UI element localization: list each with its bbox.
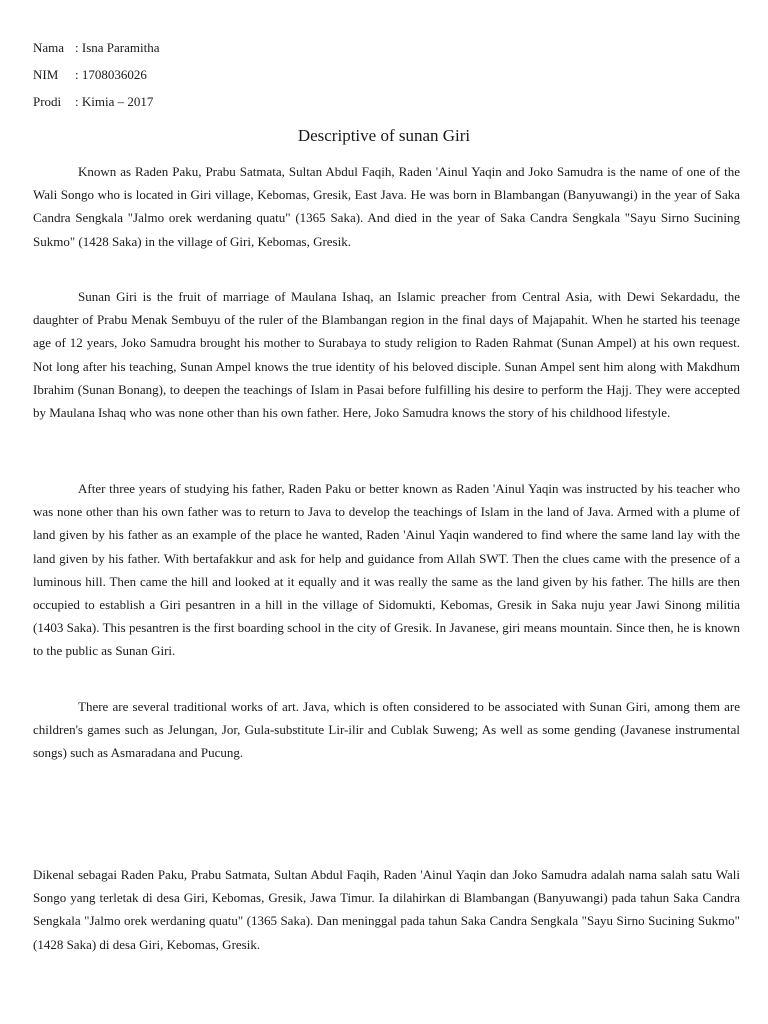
- document-title: Descriptive of sunan Giri: [297, 126, 471, 145]
- paragraph-2: Sunan Giri is the fruit of marriage of Maulana Ishaq, an Islamic preacher from Central Asia, with Dewi Sekardadu, the daughter of Prabu Menak Sembuyu of the ruler of the Blambangan region in the final days of Majapahit. When he started his teenage age of 12 years, Joko Samudra brought his mother to Surabaya to study religion to Raden Rahmat (Sunan Ampel) at his own request. Not long after his teaching, Sunan Ampel knows the true identity of his beloved disciple. Sunan Ampel sent him along with Makdhum Ibrahim (Sunan Bonang), to deepen the teachings of Islam in Pasai before fulfilling his desire to perform the Hajj. They were accepted by Maulana Ishaq who was none other than his own father. Here, Joko Samudra knows the story of his childhood lifestyle.: [33, 289, 740, 421]
- prodi-label: Prodi: [33, 94, 62, 109]
- nim-label: NIM: [33, 67, 59, 82]
- student-info-block: [33, 34, 159, 115]
- name-row: [33, 34, 159, 61]
- paragraph-5-indonesian: Dikenal sebagai Raden Paku, Prabu Satmata, Sultan Abdul Faqih, Raden 'Ainul Yaqin dan Joko Samudra adalah nama salah satu Wali Songo yang terletak di desa Giri, Kebomas, Gresik, Jawa Timur. Ia dilahirkan di Blambangan (Banyuwangi) pada tahun Saka Candra Sengkala "Jalmo orek werdaning quatu" (1365 Saka). Dan meninggal pada tahun Saka Candra Sengkala "Sayu Sirno Sucining Sukmo" (1428 Saka) di desa Giri, Kebomas, Gresik.: [33, 867, 740, 952]
- paragraph-4: There are several traditional works of art. Java, which is often considered to be associated with Sunan Giri, among them are children's games such as Jelungan, Jor, Gula-substitute Lir-ilir and Cublak Suweng; As well as some gending (Javanese instrumental songs) such as Asmaradana and Pucung.: [33, 699, 740, 761]
- paragraph-3: After three years of studying his father, Raden Paku or better known as Raden 'Ainul Yaqin was instructed by his teacher who was none other than his own father was to return to Java to develop the teachings of Islam in the land of Java. Armed with a plume of land given by his father as an example of the place he wanted, Raden 'Ainul Yaqin wandered to find where the same land lay with the land given by his father. With bertafakkur and ask for help and guidance from Allah SWT. Then the clues came with the presence of a luminous hill. Then came the hill and looked at it equally and it was really the same as the land given by his father. The hills are then occupied to establish a Giri pesantren in a hill in the village of Sidomukti, Kebomas, Gresik in Saka nuju year Jawi Sinong militia (1403 Saka). This pesantren is the first boarding school in the city of Gresik. In Javanese, giri means mountain. Since then, he is known to the public as Sunan Giri.: [33, 481, 740, 659]
- name-value: : Isna Paramitha: [75, 40, 160, 55]
- prodi-row: [33, 88, 159, 115]
- prodi-value: : Kimia – 2017: [75, 94, 154, 109]
- nim-value: : 1708036026: [75, 67, 147, 82]
- name-label: Nama: [33, 40, 65, 55]
- paragraph-1: Known as Raden Paku, Prabu Satmata, Sultan Abdul Faqih, Raden 'Ainul Yaqin and Joko Samudra is the name of one of the Wali Songo who is located in Giri village, Kebomas, Gresik, East Java. He was born in Blambangan (Banyuwangi) in the year of Saka Candra Sengkala "Jalmo orek werdaning quatu" (1365 Saka). And died in the year of Saka Candra Sengkala "Sayu Sirno Sucining Sukmo" (1428 Saka) in the village of Giri, Kebomas, Gresik.: [33, 164, 740, 249]
- nim-row: [33, 61, 159, 88]
